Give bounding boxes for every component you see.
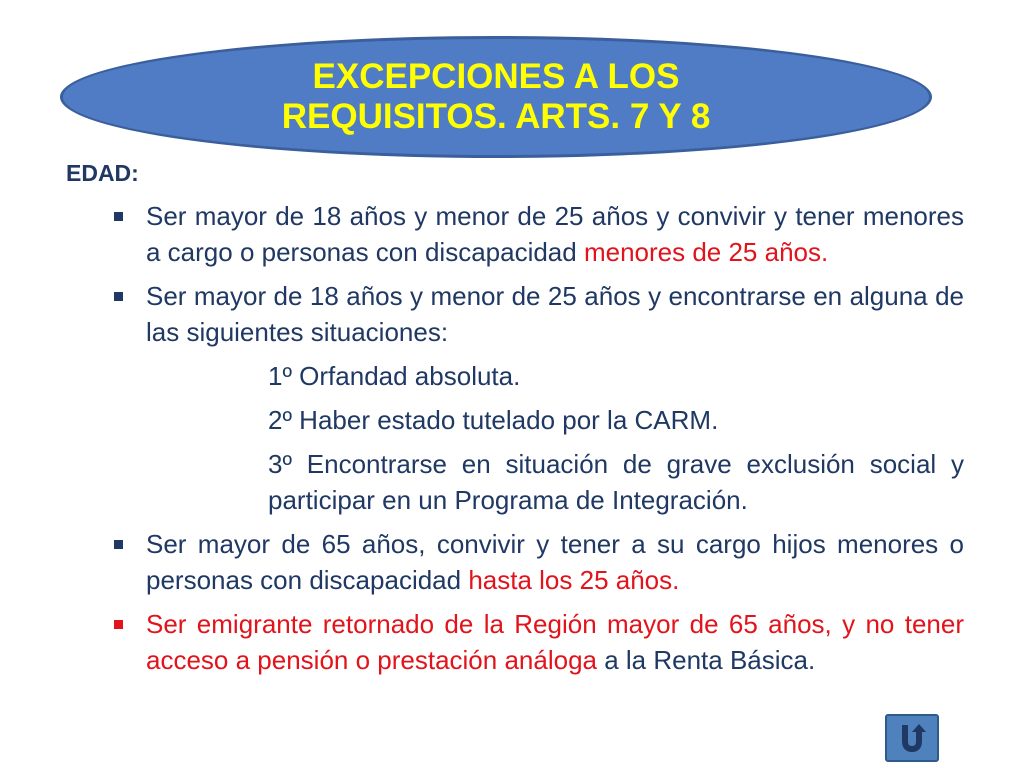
bullet-highlight: menores de 25 años.: [583, 237, 829, 267]
bullet-tail: a la Renta Básica.: [604, 645, 816, 675]
section-label: EDAD:: [66, 160, 139, 186]
square-bullet-icon: [114, 620, 123, 629]
title-line-2: REQUISITOS. ARTS. 7 Y 8: [281, 97, 711, 136]
square-bullet-icon: [114, 212, 123, 221]
back-button[interactable]: [885, 714, 939, 762]
content-list: [110, 198, 964, 686]
bullet-item-3: [110, 526, 964, 598]
bullet-item-1: [110, 198, 964, 270]
sub-item-2: 2º Haber estado tutelado por la CARM.: [268, 405, 719, 435]
title-banner: [60, 36, 932, 158]
title-line-1: EXCEPCIONES A LOS: [312, 57, 680, 96]
square-bullet-icon: [114, 292, 123, 301]
bullet-text: Ser mayor de 18 años y menor de 25 años y encontrarse en alguna de las siguientes situaciones:: [146, 281, 964, 347]
bullet-text: Ser emigrante retornado de la Región mayor de 65 años, y no tener acceso a pensión o prestación análoga: [146, 609, 964, 675]
bullet-item-2: [110, 278, 964, 350]
sub-item-1: 1º Orfandad absoluta.: [268, 361, 521, 391]
bullet-text: Ser mayor de 65 años, convivir y tener a su cargo hijos menores o personas con discapacidad: [146, 529, 964, 595]
bullet-item-4: [110, 606, 964, 678]
bullet-text: Ser mayor de 18 años y menor de 25 años y convivir y tener menores a cargo o personas con discapacidad: [146, 201, 964, 267]
bullet-highlight: hasta los 25 años.: [468, 565, 680, 595]
sub-item-3: 3º Encontrarse en situación de grave exclusión social y participar en un Programa de Integración.: [268, 449, 964, 515]
square-bullet-icon: [114, 540, 123, 549]
u-turn-return-icon: [895, 721, 929, 755]
